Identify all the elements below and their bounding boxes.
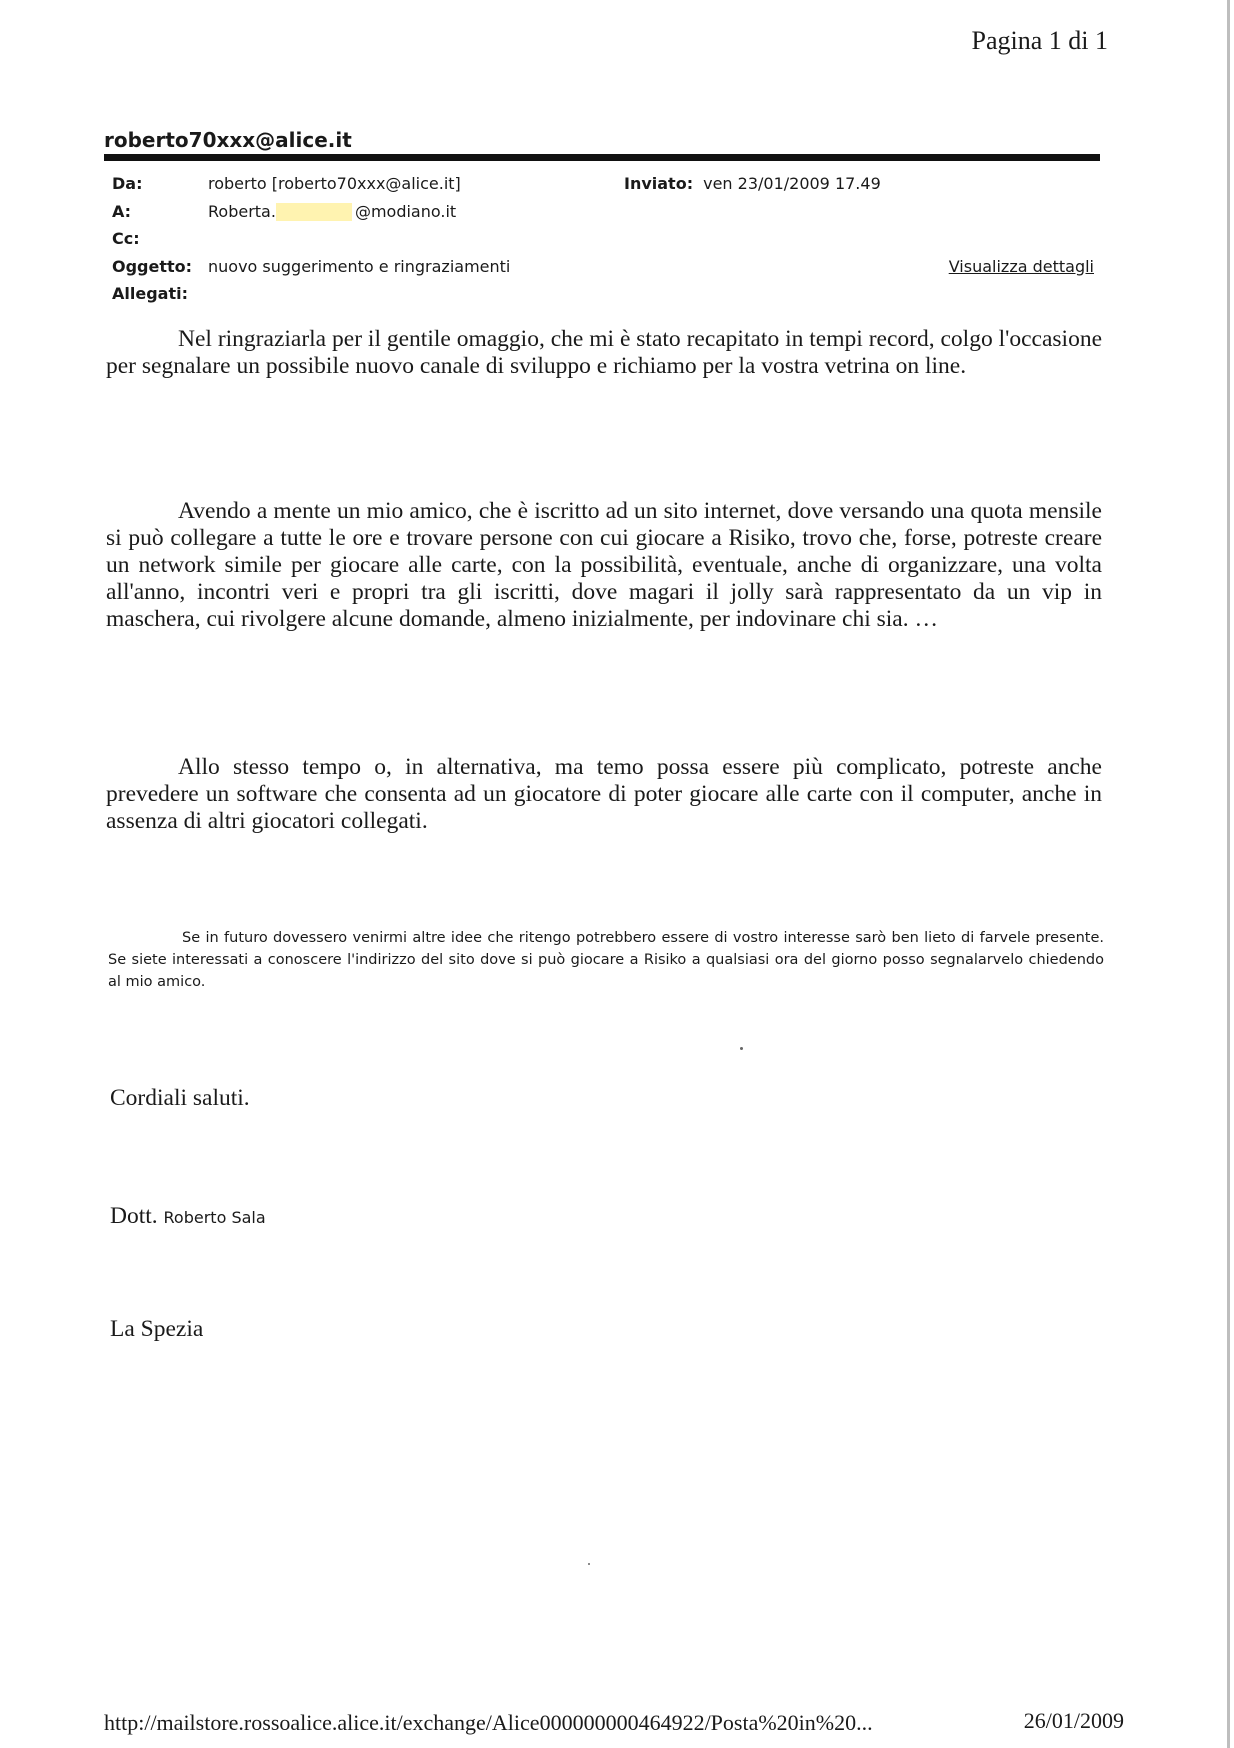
scan-speck <box>588 1563 590 1565</box>
scan-edge <box>1227 0 1230 1748</box>
sent-label: Inviato: <box>624 174 694 193</box>
subject-label: Oggetto: <box>112 256 193 276</box>
signature-title: Dott. <box>110 1203 158 1229</box>
cc-label: Cc: <box>112 229 140 248</box>
header-divider <box>104 154 1100 161</box>
body-paragraph-4: Se in futuro dovessero venirmi altre idee che ritengo potrebbero essere di vostro interesse sarò ben lieto di farvele presente. Se siete interessati a conoscere l'indirizzo del sito dove si può giocare a Risiko a qualsiasi ora del giorno posso segnalarvelo chiedendo al mio amico. <box>108 930 1104 990</box>
sent-group <box>624 170 881 198</box>
to-label: A: <box>112 201 132 221</box>
from-label: Da: <box>112 174 143 193</box>
signature-line <box>110 1203 266 1230</box>
closing-city: La Spezia <box>110 1316 204 1342</box>
body-paragraph-3: Allo stesso tempo o, in alternativa, ma temo possa essere più complicato, potreste anche prevedere un software che consenta ad un giocatore di poter giocare alle carte con il computer, anche in assenza di altri giocatori collegati. <box>106 754 1102 834</box>
to-row <box>104 198 1100 226</box>
attachments-row <box>104 280 1100 308</box>
subject-value: nuovo suggerimento e ringraziamenti <box>208 256 511 276</box>
email-header <box>104 128 1100 308</box>
body-paragraph-2: Avendo a mente un mio amico, che è iscritto ad un sito internet, dove versando una quota mensile si può collegare a tutte le ore e trovare persone con cui giocare a Risiko, trovo che, forse, potreste creare un network simile per giocare alle carte, con la possibilità, eventuale, anche di organizzare, una volta all'anno, incontri veri e propri tra gli iscritti, dove magari il jolly sarà rappresentato da un vip in maschera, cui rivolgere alcune domande, almeno inizialmente, per indovinare chi sia. … <box>106 498 1102 632</box>
closing-greeting: Cordiali saluti. <box>110 1085 250 1111</box>
sent-value: ven 23/01/2009 17.49 <box>703 174 881 193</box>
body-paragraph-1: Nel ringraziarla per il gentile omaggio, che mi è stato recapitato in tempi record, colgo l'occasione per segnalare un possibile nuovo canale di sviluppo e richiamo per la vostra vetrina on line. <box>106 326 1102 379</box>
to-value-prefix: Roberta. <box>208 201 276 221</box>
footer-date: 26/01/2009 <box>1023 1708 1124 1733</box>
signature-name: Roberto Sala <box>163 1208 266 1227</box>
header-fields <box>104 170 1100 308</box>
view-details-link[interactable]: Visualizza dettagli <box>948 256 1094 276</box>
scan-speck <box>740 1047 743 1050</box>
cc-row <box>104 225 1100 253</box>
to-value-suffix: @modiano.it <box>354 201 457 221</box>
subject-row <box>104 253 1100 281</box>
from-row <box>104 170 1100 198</box>
redaction-highlight <box>276 203 352 221</box>
to-value <box>208 198 456 226</box>
page-number: Pagina 1 di 1 <box>971 26 1108 55</box>
mailbox-title: roberto70xxx@alice.it <box>104 128 352 152</box>
footer-url: http://mailstore.rossoalice.alice.it/exchange/Alice000000000464922/Posta%20in%20... <box>104 1710 873 1735</box>
from-value: roberto [roberto70xxx@alice.it] <box>208 174 461 193</box>
attachments-label: Allegati: <box>112 284 188 303</box>
